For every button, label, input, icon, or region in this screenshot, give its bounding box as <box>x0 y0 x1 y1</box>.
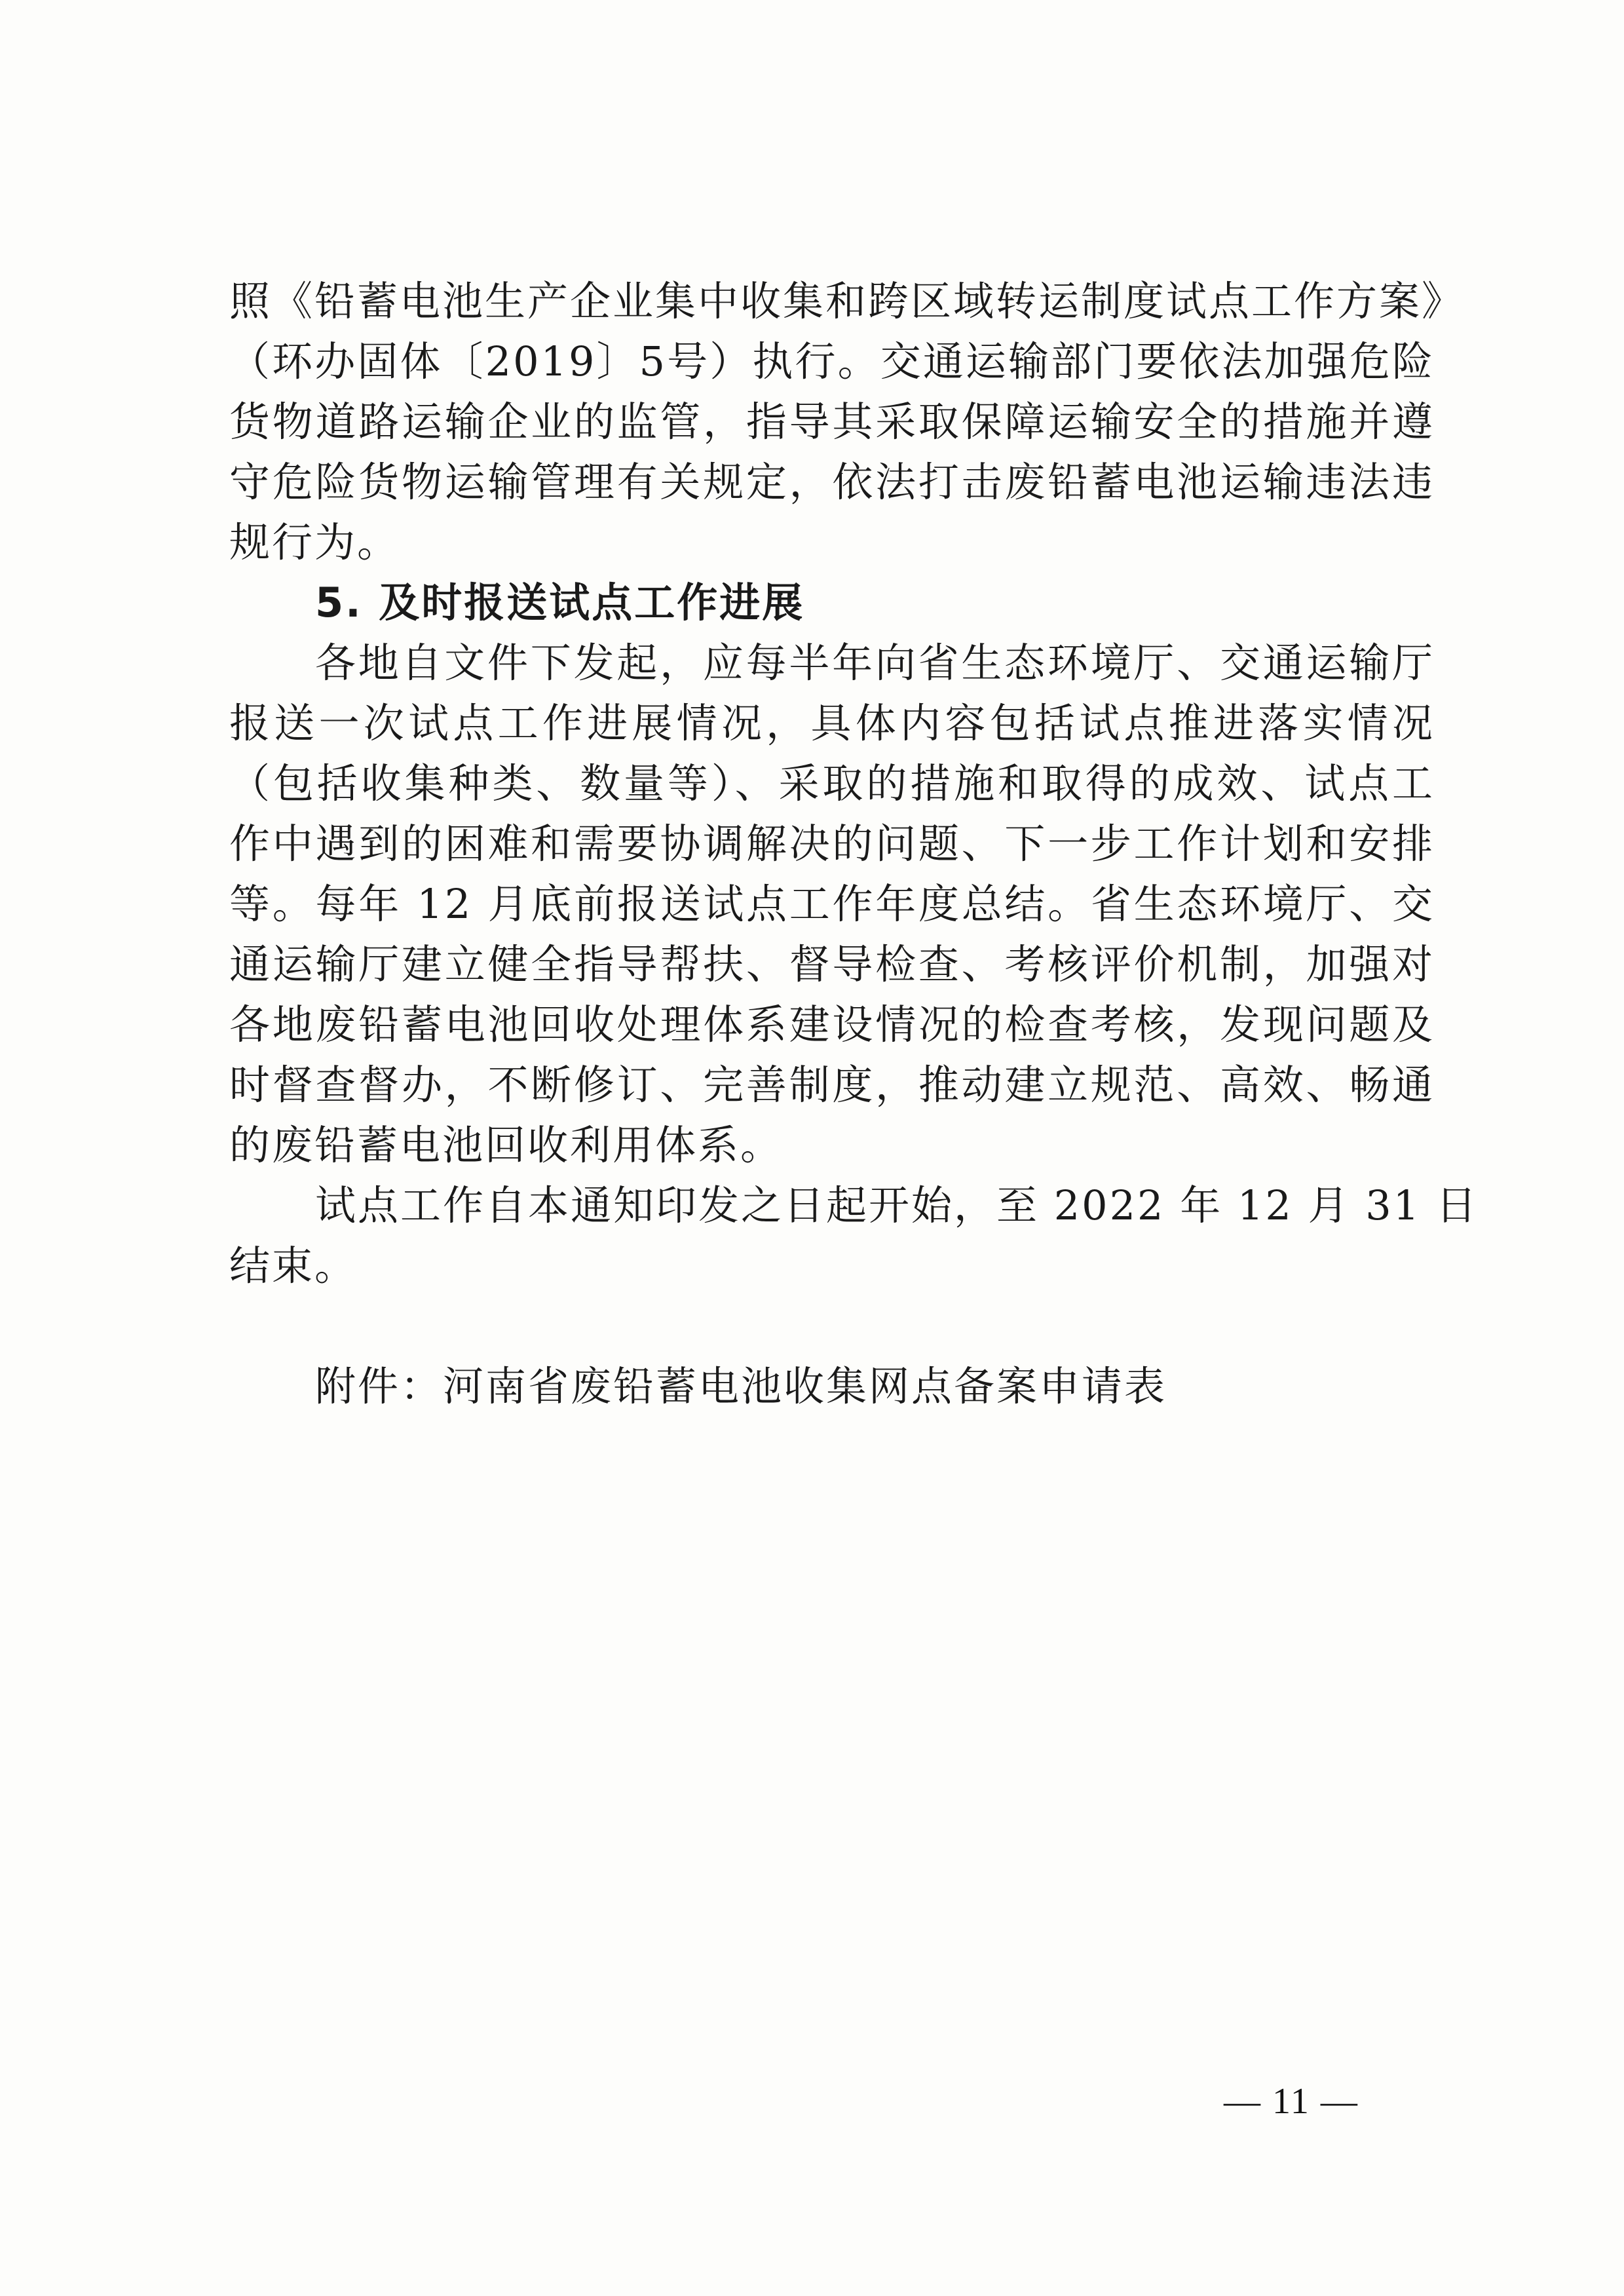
section-heading: 5. 及时报送试点工作进展 <box>315 579 805 626</box>
text-line: 作中遇到的困难和需要协调解决的问题、下一步工作计划和安排 <box>229 820 1435 868</box>
text-line: 货物道路运输企业的监管，指导其采取保障运输安全的措施并遵 <box>229 398 1435 446</box>
page-number: — 11 — <box>1224 2081 1359 2122</box>
text-line: 时督查督办，不断修订、完善制度，推动建立规范、高效、畅通 <box>229 1061 1435 1109</box>
text-line: （包括收集种类、数量等）、采取的措施和取得的成效、试点工 <box>229 759 1435 807</box>
text-line: 报送一次试点工作进展情况，具体内容包括试点推进落实情况 <box>229 699 1435 747</box>
text-line: 各地自文件下发起，应每半年向省生态环境厅、交通运输厅 <box>315 639 1435 687</box>
text-line: 通运输厅建立健全指导帮扶、督导检查、考核评价机制，加强对 <box>229 940 1435 988</box>
text-line: （环办固体〔2019〕5号）执行。交通运输部门要依法加强危险 <box>229 337 1435 385</box>
text-line: 的废铅蓄电池回收利用体系。 <box>229 1121 784 1169</box>
text-line: 规行为。 <box>229 518 400 566</box>
attachment-note: 附件：河南省废铅蓄电池收集网点备案申请表 <box>315 1362 1167 1410</box>
text-line: 等。每年 12 月底前报送试点工作年度总结。省生态环境厅、交 <box>229 880 1435 928</box>
text-line: 试点工作自本通知印发之日起开始，至 2022 年 12 月 31 日 <box>315 1181 1479 1229</box>
text-line: 照《铅蓄电池生产企业集中收集和跨区域转运制度试点工作方案》 <box>229 277 1465 325</box>
text-line: 各地废铅蓄电池回收处理体系建设情况的检查考核，发现问题及 <box>229 1001 1435 1048</box>
text-line: 结束。 <box>229 1242 358 1290</box>
text-line: 守危险货物运输管理有关规定，依法打击废铅蓄电池运输违法违 <box>229 458 1435 506</box>
